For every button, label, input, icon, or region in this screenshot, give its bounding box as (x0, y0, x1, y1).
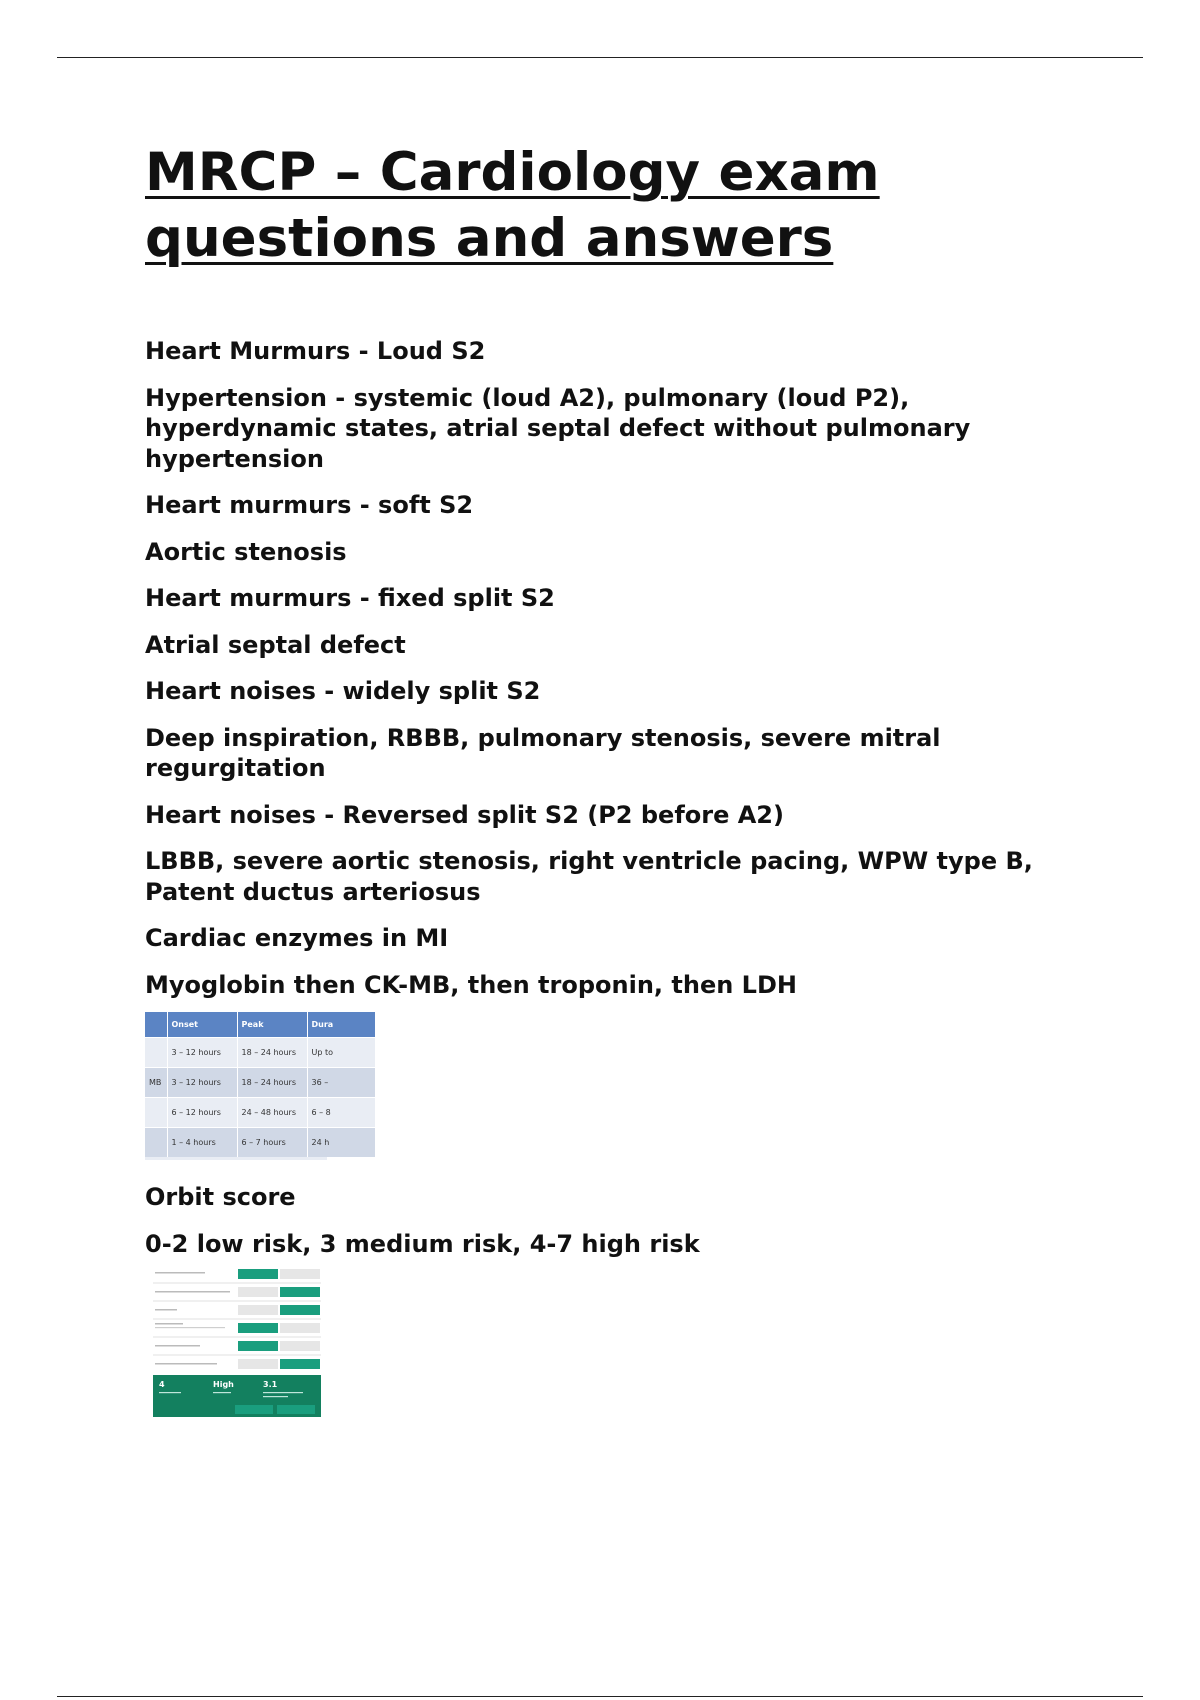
header-rule (57, 57, 1143, 58)
table-cell: MB (145, 1068, 167, 1098)
table-row (145, 1068, 375, 1098)
table-cell: 36 – (307, 1068, 375, 1098)
table-cell: 18 – 24 hours (237, 1038, 307, 1068)
answer-fixed-split-s2: Atrial septal defect (145, 630, 406, 659)
question-reversed-split-s2: Heart noises - Reversed split S2 (P2 before A2) (145, 800, 784, 829)
enzyme-table-header (145, 1012, 375, 1038)
answer-soft-s2: Aortic stenosis (145, 537, 347, 566)
table-cell: 24 – 48 hours (237, 1098, 307, 1128)
table-cell: Up to (307, 1038, 375, 1068)
orbit-calculator-graphic (145, 1271, 325, 1431)
table-cell: 24 h (307, 1128, 375, 1158)
table-cell: 6 – 8 (307, 1098, 375, 1128)
table-row (145, 1038, 375, 1068)
table-row (145, 1098, 375, 1128)
table-cell: 1 – 4 hours (167, 1128, 237, 1158)
enzyme-table (145, 1012, 376, 1157)
answer-loud-s2: Hypertension - systemic (loud A2), pulmonary (loud P2), hyperdynamic states, atrial septal defect without pulmonary hypertension (145, 383, 971, 473)
orbit-score-value: 4 (159, 1380, 165, 1389)
orbit-result-panel (153, 1375, 321, 1417)
enzyme-col-header: Peak (237, 1012, 307, 1038)
cardiac-enzyme-table-image (145, 1012, 334, 1160)
table-cell: 18 – 24 hours (237, 1068, 307, 1098)
table-cell: 3 – 12 hours (167, 1038, 237, 1068)
page-title (145, 140, 1045, 272)
qa-list (145, 336, 1065, 1453)
table-cell (145, 1038, 167, 1068)
answer-widely-split-s2: Deep inspiration, RBBB, pulmonary stenosis, severe mitral regurgitation (145, 723, 941, 782)
title-line-2: questions and answers (145, 208, 834, 269)
orbit-risk-value: High (213, 1380, 234, 1389)
table-cell: 6 – 12 hours (167, 1098, 237, 1128)
question-fixed-split-s2: Heart murmurs - fixed split S2 (145, 584, 555, 612)
question-soft-s2: Heart murmurs - soft S2 (145, 491, 474, 519)
enzyme-col-header (145, 1012, 167, 1038)
question-loud-s2: Heart Murmurs - Loud S2 (145, 337, 486, 365)
question-cardiac-enzymes: Cardiac enzymes in MI (145, 924, 449, 952)
answer-reversed-split-s2: LBBB, severe aortic stenosis, right ventricle pacing, WPW type B, Patent ductus arteriosus (145, 847, 1033, 906)
question-orbit-score: Orbit score (145, 1183, 296, 1211)
enzyme-col-header: Dura (307, 1012, 375, 1038)
answer-cardiac-enzymes: Myoglobin then CK-MB, then troponin, then LDH (145, 970, 797, 999)
table-cell: 6 – 7 hours (237, 1128, 307, 1158)
table-cell (145, 1098, 167, 1128)
footer-rule (57, 1696, 1143, 1697)
table-row (145, 1128, 375, 1158)
answer-orbit-score: 0-2 low risk, 3 medium risk, 4-7 high risk (145, 1229, 700, 1258)
enzyme-col-header: Onset (167, 1012, 237, 1038)
table-cell (145, 1128, 167, 1158)
table-cell: 3 – 12 hours (167, 1068, 237, 1098)
orbit-bleed-value: 3.1 (263, 1380, 278, 1389)
question-widely-split-s2: Heart noises - widely split S2 (145, 677, 541, 705)
orbit-score-calculator-image (145, 1271, 325, 1431)
title-line-1: MRCP – Cardiology exam (145, 142, 880, 203)
